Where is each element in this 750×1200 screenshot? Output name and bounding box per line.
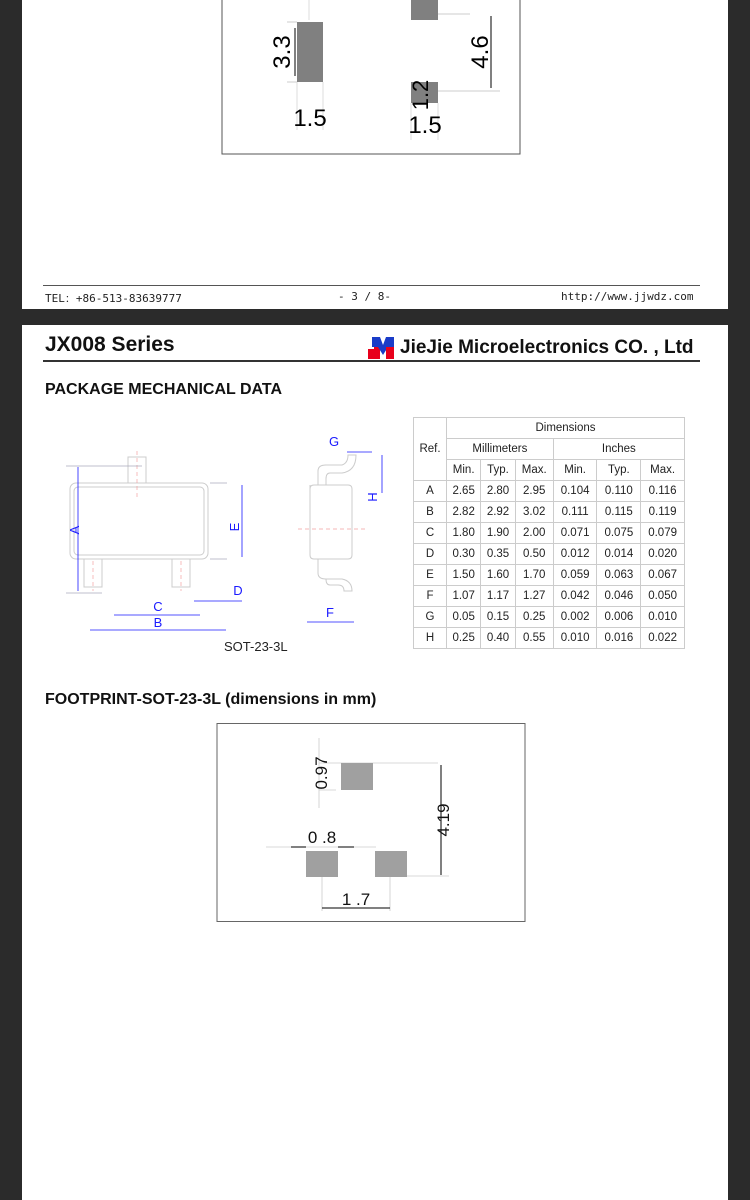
table-cell-ref: H — [414, 628, 447, 649]
section-heading-footprint: FOOTPRINT-SOT-23-3L (dimensions in mm) — [45, 691, 377, 708]
dim-label-e: E — [227, 522, 242, 532]
header-divider — [43, 360, 700, 362]
table-cell: 3.02 — [515, 502, 553, 523]
table-cell: 2.65 — [447, 481, 481, 502]
footprint-drawing-partial — [22, 0, 728, 280]
table-cell: 0.115 — [597, 502, 641, 523]
footprint-frame — [222, 0, 520, 154]
table-cell: 0.15 — [481, 607, 515, 628]
dim-label: 1.5 — [293, 105, 327, 132]
table-row — [414, 544, 685, 565]
dim-label: 4.6 — [467, 35, 494, 69]
table-cell: 2.80 — [481, 481, 515, 502]
table-cell: 0.042 — [553, 586, 597, 607]
company-name: JieJie Microelectronics CO. , Ltd — [400, 337, 694, 358]
dim-label: 0.97 — [312, 756, 331, 790]
table-cell: 0.111 — [553, 502, 597, 523]
footer-divider — [43, 285, 700, 286]
dim-label-a: A — [67, 525, 82, 535]
table-cell: 0.067 — [641, 565, 685, 586]
table-cell: 0.104 — [553, 481, 597, 502]
table-row — [414, 565, 685, 586]
table-cell: 2.95 — [515, 481, 553, 502]
table-cell: 2.82 — [447, 502, 481, 523]
table-cell: 0.50 — [515, 544, 553, 565]
table-cell: 0.002 — [553, 607, 597, 628]
table-row — [414, 607, 685, 628]
table-cell: 0.30 — [447, 544, 481, 565]
table-cell: 0.014 — [597, 544, 641, 565]
table-cell: 0.010 — [553, 628, 597, 649]
table-cell-ref: D — [414, 544, 447, 565]
datasheet-page-4 — [22, 325, 728, 1200]
table-row — [414, 523, 685, 544]
table-subheader: Min. — [553, 460, 597, 481]
table-cell: 0.40 — [481, 628, 515, 649]
table-row — [414, 481, 685, 502]
footer-url[interactable]: http://www.jjwdz.com — [561, 290, 694, 303]
table-cell: 0.050 — [641, 586, 685, 607]
table-cell: 0.110 — [597, 481, 641, 502]
dim-label: 4.19 — [434, 803, 453, 837]
dimensions-table — [413, 417, 685, 649]
table-header-ref: Ref. — [414, 418, 447, 481]
table-subheader: Min. — [447, 460, 481, 481]
table-header-mm: Millimeters — [447, 439, 554, 460]
table-row — [414, 628, 685, 649]
table-cell: 0.010 — [641, 607, 685, 628]
table-cell: 0.55 — [515, 628, 553, 649]
footprint-frame — [217, 724, 525, 922]
dim-label-c: C — [153, 599, 163, 614]
table-cell: 0.063 — [597, 565, 641, 586]
dim-label-d: D — [233, 583, 243, 598]
table-cell: 0.075 — [597, 523, 641, 544]
footprint-drawing — [216, 723, 528, 923]
table-row — [414, 586, 685, 607]
dim-label-b: B — [153, 615, 163, 630]
footprint-pad — [306, 851, 338, 877]
table-cell: 0.016 — [597, 628, 641, 649]
table-cell: 0.35 — [481, 544, 515, 565]
table-cell: 0.25 — [447, 628, 481, 649]
table-cell: 2.00 — [515, 523, 553, 544]
table-cell: 1.70 — [515, 565, 553, 586]
table-cell: 0.006 — [597, 607, 641, 628]
package-name: SOT-23-3L — [224, 639, 288, 654]
footprint-pad — [411, 0, 438, 20]
dim-label: 0 .8 — [307, 828, 337, 847]
table-cell: 1.17 — [481, 586, 515, 607]
table-cell: 1.27 — [515, 586, 553, 607]
table-cell: 0.020 — [641, 544, 685, 565]
dim-label-g: G — [328, 434, 340, 449]
table-cell: 0.059 — [553, 565, 597, 586]
table-cell: 0.119 — [641, 502, 685, 523]
table-row — [414, 502, 685, 523]
table-cell-ref: C — [414, 523, 447, 544]
footprint-pad — [341, 763, 373, 790]
table-cell: 0.116 — [641, 481, 685, 502]
footprint-pad — [375, 851, 407, 877]
table-subheader: Typ. — [481, 460, 515, 481]
table-cell: 0.25 — [515, 607, 553, 628]
table-cell-ref: E — [414, 565, 447, 586]
table-header-inches: Inches — [553, 439, 684, 460]
table-cell: 0.046 — [597, 586, 641, 607]
series-title: JX008 Series — [45, 333, 175, 356]
table-cell-ref: F — [414, 586, 447, 607]
package-outline-drawing — [42, 425, 380, 655]
company-header — [366, 335, 694, 361]
footprint-pad — [297, 22, 323, 82]
footer-page-number: - 3 / 8- — [338, 290, 391, 303]
dim-label: 1.2 — [408, 79, 433, 111]
table-cell-ref: G — [414, 607, 447, 628]
datasheet-page-3 — [22, 0, 728, 309]
table-subheader: Typ. — [597, 460, 641, 481]
table-cell: 0.012 — [553, 544, 597, 565]
table-subheader: Max. — [515, 460, 553, 481]
table-cell: 0.022 — [641, 628, 685, 649]
table-cell-ref: A — [414, 481, 447, 502]
dim-label: 3.3 — [269, 35, 296, 69]
table-cell: 0.079 — [641, 523, 685, 544]
dim-label-f: F — [326, 605, 334, 620]
table-subheader: Max. — [641, 460, 685, 481]
table-cell: 1.90 — [481, 523, 515, 544]
table-cell: 1.60 — [481, 565, 515, 586]
table-cell: 0.05 — [447, 607, 481, 628]
dim-label: 1 .7 — [341, 890, 371, 909]
dim-label-h: H — [365, 492, 380, 502]
table-cell: 1.50 — [447, 565, 481, 586]
section-heading-mechanical: PACKAGE MECHANICAL DATA — [45, 381, 283, 398]
table-header-dimensions: Dimensions — [447, 418, 685, 439]
footer-tel: TEL：+86-513-83639777 — [45, 292, 182, 305]
table-cell: 1.80 — [447, 523, 481, 544]
table-cell: 1.07 — [447, 586, 481, 607]
table-cell: 2.92 — [481, 502, 515, 523]
table-cell-ref: B — [414, 502, 447, 523]
dim-label: 1.5 — [408, 112, 442, 139]
table-cell: 0.071 — [553, 523, 597, 544]
company-logo-icon — [366, 335, 400, 361]
